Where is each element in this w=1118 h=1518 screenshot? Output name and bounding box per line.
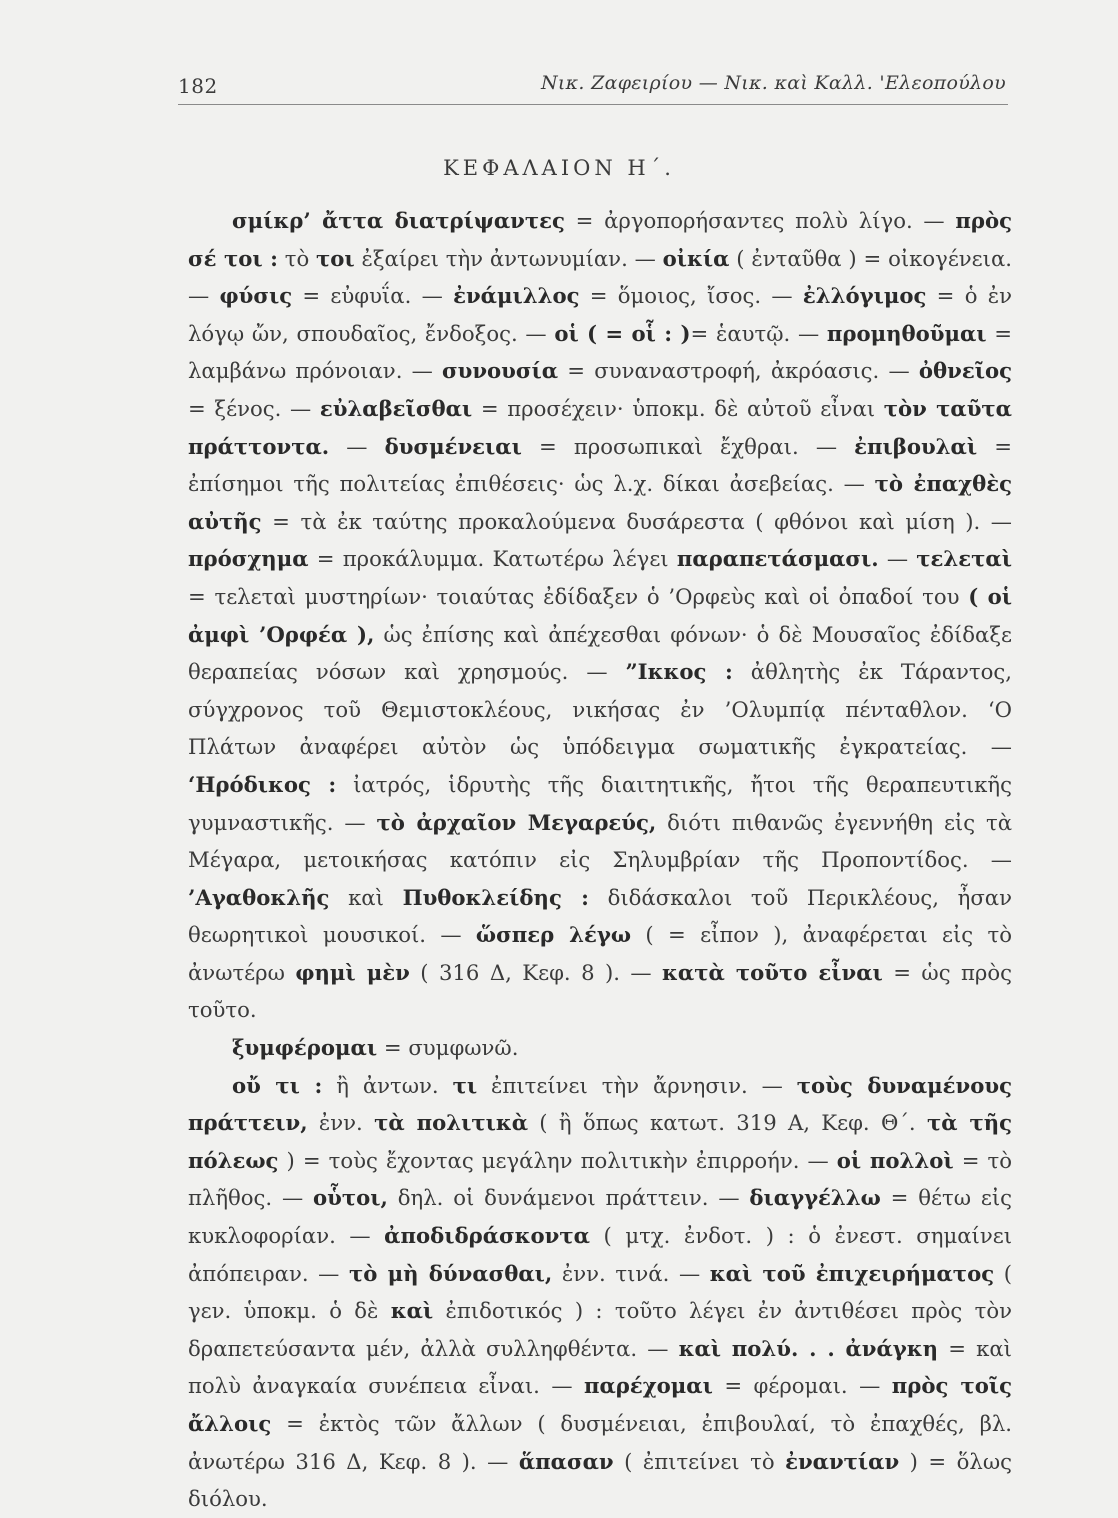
- gloss-text: = ὁ ἐν λόγῳ ὤν, σπουδαῖος, ἔνδοξος. —: [188, 283, 1012, 346]
- lemma-term: φύσις: [219, 283, 293, 309]
- gloss-text: = θέτω εἰς κυκλοφορίαν. —: [188, 1185, 1012, 1249]
- lemma-term: τὰ τῆς πόλεως: [188, 1110, 1013, 1173]
- lemma-term: καὶ: [390, 1298, 434, 1324]
- gloss-text: = ὡς πρὸς τοῦτο.: [188, 959, 1012, 1023]
- lemma-term: ὥσπερ λέγω: [475, 922, 632, 948]
- paragraph: [188, 1029, 1012, 1067]
- gloss-text: = καὶ πολὺ ἀναγκαία συνέπεια εἶναι. —: [188, 1335, 1012, 1399]
- lemma-term: προμηθοῦμαι: [826, 320, 987, 346]
- gloss-text: ἐνν. τινά. —: [552, 1260, 710, 1286]
- gloss-text: ( = εἶπον ), ἀναφέρεται εἰς τὸ ἀνωτέρω: [188, 922, 1012, 985]
- gloss-text: ( ἢ ὅπως κατωτ. 319 Α, Κεφ. Θ΄.: [528, 1110, 927, 1136]
- gloss-text: ἐπιτείνει τὴν ἄρνησιν. —: [477, 1072, 797, 1098]
- lemma-term: τοι: [316, 245, 355, 271]
- lemma-term: τὸ ἐπαχθὲς αὐτῆς: [188, 471, 1012, 534]
- gloss-text: = ἐπίσημοι τῆς πολιτείας ἐπιθέσεις· ὡς λ.χ. δίκαι ἀσεβείας. —: [188, 433, 1012, 497]
- gloss-text: ὡς ἐπίσης καὶ ἀπέχεσθαι φόνων· ὁ δὲ Μουσαῖος ἐδίδαξε θεραπείας νόσων καὶ χρησμούς. —: [188, 621, 1012, 685]
- gloss-text: = ἀργοπορήσαντες πολὺ λίγο. —: [564, 208, 956, 233]
- gloss-text: ) = ὅλως διόλου.: [188, 1448, 1012, 1512]
- lemma-term: ἐλλόγιμος: [802, 283, 927, 309]
- header-rule: [178, 104, 1008, 105]
- gloss-text: ( 316 Δ, Κεφ. 8 ). —: [409, 959, 663, 985]
- gloss-text: ἀθλητὴς ἐκ Τάραντος, σύγχρονος τοῦ Θεμιστοκλέους, νικήσας ἐν ’Ολυμπίᾳ πένταθλον. ‘Ο Πλάτων ἀναφέρει αὐτὸν ὡς ὑπόδειγμα σωματικῆς ἐγκρατείας. —: [188, 659, 1012, 760]
- lemma-term: τὰ πολιτικὰ: [374, 1110, 529, 1136]
- gloss-text: ἐξαίρει τὴν ἀντωνυμίαν. —: [354, 245, 663, 271]
- lemma-term: τελεταὶ: [916, 546, 1012, 572]
- lemma-term: πρὸς σέ τοι :: [188, 208, 1012, 271]
- lemma-term: τὸ μὴ δύνασθαι,: [348, 1260, 553, 1286]
- lemma-term: παραπετάσμασι.: [676, 546, 879, 572]
- lemma-term: οἰκία: [662, 245, 730, 271]
- lemma-term: σμίκρ’ ἄττα διατρίψαντες: [232, 208, 565, 233]
- gloss-text: ( μτχ. ἐνδοτ. ) : ὁ ἐνεστ. σημαίνει ἀπόπειραν. —: [188, 1223, 1012, 1286]
- gloss-text: = προκάλυμμα. Κατωτέρω λέγει: [308, 546, 677, 572]
- chapter-title: ΚΕΦΑΛΑΙΟΝ Η΄.: [443, 156, 675, 180]
- gloss-text: ( ἐπιτείνει τὸ: [613, 1448, 786, 1474]
- lemma-term: παρέχομαι: [583, 1373, 713, 1399]
- gloss-text: = εὐφυΐα. —: [292, 283, 454, 309]
- paragraph: [188, 202, 1012, 1029]
- gloss-text: = προσωπικαὶ ἔχθραι. —: [521, 433, 855, 459]
- lemma-term: ἐπιβουλαὶ: [854, 433, 978, 459]
- paragraph: [188, 1067, 1012, 1518]
- gloss-text: διδάσκαλοι τοῦ Περικλέους, ἦσαν θεωρητικοὶ μουσικοί. —: [188, 884, 1012, 948]
- gloss-text: = προσέχειν· ὑποκμ. δὲ αὐτοῦ εἶναι: [472, 395, 884, 421]
- gloss-text: = ξένος. —: [188, 395, 320, 421]
- lemma-term: φημὶ μὲν: [295, 959, 410, 985]
- gloss-text: ) = τοὺς ἔχοντας μεγάλην πολιτικὴν ἐπιρροήν. —: [278, 1147, 837, 1173]
- lemma-term: δυσμένειαι: [384, 433, 522, 459]
- lemma-term: καὶ πολύ. . . ἀνάγκη: [678, 1335, 939, 1361]
- gloss-text: = λαμβάνω πρόνοιαν. —: [188, 320, 1012, 384]
- gloss-text: διότι πιθανῶς ἐγεννήθη εἰς τὰ Μέγαρα, μετοικήσας κατόπιν εἰς Σηλυμβρίαν τῆς Προποντίδος. —: [188, 809, 1013, 873]
- gloss-text: = τὸ πλῆθος. —: [188, 1147, 1013, 1211]
- gloss-text: —: [878, 546, 917, 572]
- lemma-term: ξυμφέρομαι: [232, 1035, 378, 1061]
- gloss-text: = ἑαυτῷ. —: [690, 320, 827, 346]
- lemma-term: ἀποδιδράσκοντα: [384, 1223, 590, 1249]
- page-number: 182: [178, 74, 218, 98]
- page-header: [0, 0, 1118, 104]
- commentary-body: [188, 202, 1012, 1518]
- gloss-text: δηλ. οἱ δυνάμενοι πράττειν. —: [387, 1185, 750, 1211]
- lemma-term: τὸν ταῦτα πράττοντα.: [188, 395, 1012, 459]
- lemma-term: οὗτοι,: [313, 1185, 388, 1211]
- gloss-text: ἐνν.: [307, 1110, 375, 1136]
- gloss-text: —: [329, 433, 385, 459]
- lemma-term: κατὰ τοῦτο εἶναι: [662, 959, 883, 985]
- lemma-term: ἐναντίαν: [785, 1448, 900, 1474]
- gloss-text: ἢ ἀντων.: [322, 1072, 453, 1098]
- gloss-text: = ἐκτὸς τῶν ἄλλων ( δυσμένειαι, ἐπιβουλαί, τὸ ἐπαχθές, βλ. ἀνωτέρω 316 Δ, Κεφ. 8 ). —: [188, 1411, 1012, 1474]
- lemma-term: ὀθνεῖος: [918, 358, 1012, 384]
- running-head: Νικ. Ζαφειρίου — Νικ. καὶ Καλλ. 'Ελεοπούλου: [540, 72, 1006, 94]
- lemma-term: καὶ τοῦ ἐπιχειρήματος: [709, 1260, 995, 1286]
- lemma-term: πρὸς τοῖς ἄλλοις: [188, 1373, 1012, 1436]
- lemma-term: συνουσία: [442, 358, 559, 384]
- lemma-term: τὸ ἀρχαῖον Μεγαρεύς,: [376, 809, 657, 835]
- lemma-term: διαγγέλλω: [749, 1185, 881, 1211]
- lemma-term: οἱ πολλοὶ: [836, 1147, 954, 1173]
- lemma-term: τι: [452, 1072, 478, 1098]
- lemma-term: ἅπασαν: [518, 1448, 614, 1474]
- gloss-text: = τὰ ἐκ ταύτης προκαλούμενα δυσάρεστα ( φθόνοι καὶ μίση ). —: [261, 508, 1012, 534]
- gloss-text: = συναναστροφή, ἀκρόασις. —: [558, 358, 919, 384]
- gloss-text: καὶ: [329, 884, 403, 910]
- gloss-text: = τελεταὶ μυστηρίων· τοιαύτας ἐδίδαξεν ὁ ’Ορφεὺς καὶ οἱ ὀπαδοί του: [188, 583, 969, 609]
- lemma-term: ‘Ηρόδικος :: [188, 771, 337, 797]
- gloss-text: ἰατρός, ἱδρυτὴς τῆς διαιτητικῆς, ἤτοι τῆς θεραπευτικῆς γυμναστικῆς. —: [188, 771, 1012, 835]
- gloss-text: τὸ: [277, 245, 317, 271]
- lemma-term: οἱ ( = οἷ : ): [554, 320, 691, 346]
- lemma-term: ”Ικκος :: [625, 659, 733, 685]
- lemma-term: ἐνάμιλλος: [453, 283, 580, 309]
- gloss-text: ( ἐνταῦθα ) = οἰκογένεια. —: [188, 245, 1013, 309]
- gloss-text: ἐπιδοτικός ) : τοῦτο λέγει ἐν ἀντιθέσει πρὸς τὸν δραπετεύσαντα μέν, ἀλλὰ συλληφθέντα. —: [188, 1298, 1012, 1361]
- gloss-text: = συμφωνῶ.: [377, 1035, 519, 1061]
- gloss-text: = φέρομαι. —: [712, 1373, 892, 1399]
- lemma-term: οὔ τι :: [232, 1072, 323, 1098]
- lemma-term: πρόσχημα: [188, 546, 309, 572]
- lemma-term: Πυθοκλείδης :: [402, 884, 589, 910]
- gloss-text: = ὅμοιος, ἴσος. —: [579, 283, 803, 309]
- lemma-term: τοὺς δυναμένους πράττειν,: [188, 1072, 1012, 1136]
- lemma-term: εὐλαβεῖσθαι: [319, 395, 473, 421]
- lemma-term: ’Αγαθοκλῆς: [188, 884, 330, 910]
- gloss-text: ( γεν. ὑποκμ. ὁ δὲ: [188, 1260, 1012, 1324]
- lemma-term: ( οἱ ἀμφὶ ’Ορφέα ),: [188, 583, 1012, 647]
